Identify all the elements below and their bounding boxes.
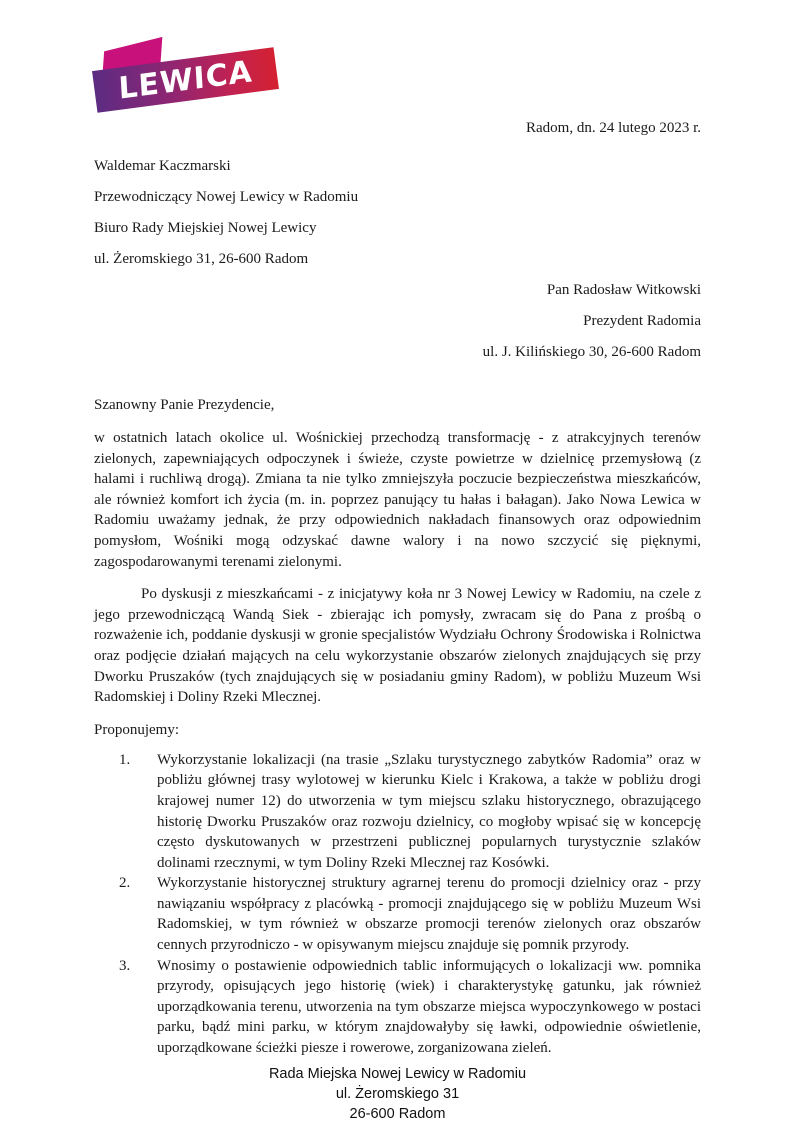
list-item-text: Wykorzystanie lokalizacji (na trasie „Szlaku turystycznego zabytków Radomia” oraz w pobliżu głównej trasy wylotowej w kierunku Kielc i Krakowa, a także w pobliżu drogi krajowej numer 12) do utworzenia w tym miejscu szlaku historycznego, obrazującego historię Dworku Pruszaków oraz rozwoju dzielnicy, co mogłoby wpisać się w koncepcję często dyskutowanych w przestrzeni publicznej popularnych turystycznie szlaków dolinami rzecznymi, w tym Doliny Rzeki Mlecznej raz Kosówki.	[157, 751, 701, 871]
footer-city: 26-600 Radom	[349, 1105, 446, 1122]
list-item-number: 1.	[119, 751, 131, 768]
lewica-logo	[94, 45, 289, 109]
list-item-number: 2.	[119, 875, 131, 892]
list-intro: Proponujemy:	[94, 721, 179, 738]
sender-address: ul. Żeromskiego 31, 26-600 Radom	[94, 251, 309, 267]
footer-org: Rada Miejska Nowej Lewicy w Radomiu	[268, 1065, 527, 1082]
recipient-block	[94, 275, 701, 368]
list-item	[94, 750, 701, 874]
footer-block	[94, 1064, 701, 1123]
list-item-number: 3.	[119, 957, 131, 974]
date-line: Radom, dn. 24 lutego 2023 r.	[526, 120, 701, 136]
footer-street: ul. Żeromskiego 31	[335, 1085, 460, 1102]
sender-name: Waldemar Kaczmarski	[94, 158, 231, 174]
sender-block	[94, 151, 701, 275]
list-item-text: Wnosimy o postawienie odpowiednich tablic informujących o lokalizacji ww. pomnika przyrody, opisujących jego historię (wiek) i charakterystykę gatunku, jak również uporządkowania terenu, utworzenia na tym obszarze miejsca wypoczynkowego w postaci parku, bądź mini parku, w którym znajdowałyby się ławki, odpowiednie oświetlenie, uporządkowane ścieżki piesze i rowerowe, zorganizowana zieleń.	[157, 957, 701, 1057]
logo-text: LEWICA	[117, 53, 254, 107]
list-item	[94, 956, 701, 1059]
recipient-name: Pan Radosław Witkowski	[546, 282, 701, 298]
sender-office: Biuro Rady Miejskiej Nowej Lewicy	[94, 220, 317, 236]
paragraph-1: w ostatnich latach okolice ul. Wośnickiej przechodzą transformację - z atrakcyjnych terenów zielonych, zapewniających odpoczynek i świeże, czyste powietrze w dzielnicę przemysłową (z halami i ruchliwą drogą). Zmiana ta nie tylko zmniejszyła poczucie bezpieczeństwa mieszkańców, ale również komfort ich życia (m. in. poprzez panujący tu hałas i bałagan). Jako Nowa Lewica w Radomiu uważamy jednak, że przy odpowiednich nakładach finansowych oraz odpowiednim pomysłom, Wośniki mogą odzyskać dawne walory i na nowo szczycić się pięknymi, zagospodarowanymi terenami zielonymi.	[94, 430, 701, 570]
sender-title: Przewodniczący Nowej Lewicy w Radomiu	[94, 189, 359, 205]
salutation: Szanowny Panie Prezydencie,	[94, 397, 275, 413]
recipient-address: ul. J. Kilińskiego 30, 26-600 Radom	[482, 344, 701, 360]
recipient-title: Prezydent Radomia	[583, 313, 701, 329]
paragraph-2: Po dyskusji z mieszkańcami - z inicjatywy koła nr 3 Nowej Lewicy w Radomiu, na czele z jego przewodniczącą Wandą Siek - zbierając ich pomysły, zwracam się do Pana z prośbą o rozważenie ich, poddanie dyskusji w gronie specjalistów Wydziału Ochrony Środowiska i Rolnictwa oraz podjęcie działań mających na celu wykorzystanie obszarów zielonych znajdujących się przy Dworku Pruszaków (tych znajdujących się w posiadaniu gminy Radom), w pobliżu Muzeum Wsi Radomskiej i Doliny Rzeki Mlecznej.	[94, 586, 701, 706]
proposal-list	[94, 750, 701, 1059]
list-item-text: Wykorzystanie historycznej struktury agrarnej terenu do promocji dzielnicy oraz - przy nawiązaniu współpracy z placówką - promocji znajdującego się w pobliżu Muzeum Wsi Radomskiej, w tym również w obszarze promocji terenów zielonych oraz obszarów cennych przyrodniczo - w opisywanym miejscu znajduje się pomnik przyrody.	[157, 875, 701, 954]
list-item	[94, 873, 701, 955]
